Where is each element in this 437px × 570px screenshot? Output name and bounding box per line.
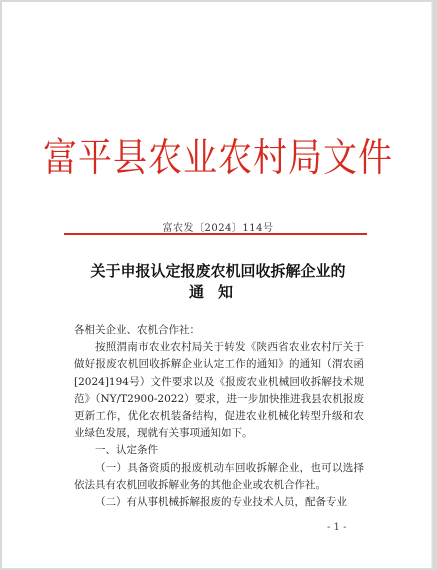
page-edge-shadow <box>431 2 434 568</box>
notice-title-line2: 通知 <box>188 283 247 301</box>
document-page <box>2 2 434 568</box>
document-body <box>74 322 364 511</box>
section-heading: 一、认定条件 <box>95 444 158 457</box>
body-paragraph: （一）具备资质的报废机动车回收拆解企业，也可以选择依法具有农机回收拆解业务的其他企业或农机合作社。 <box>74 461 364 491</box>
red-divider-line <box>64 233 367 235</box>
page-number: - 1 - <box>327 522 347 533</box>
notice-title-line1: 关于申报认定报废农机回收拆解企业的 <box>90 262 346 280</box>
body-paragraph: 按照渭南市农业农村局关于转发《陕西省农业农村厅关于做好报废农机回收拆解企业认定工作的通知》的通知（渭农函[2024]194号）文件要求以及《报废农业机械回收拆解技术规范》（NY/T2900-2022）要求，进一步加快推进我县农机报废更新工作，优化农机装备结构，促进农业机械化转型升级和农业绿色发展，现就有关事项通知如下。 <box>74 341 364 440</box>
addressee: 各相关企业、农机合作社： <box>74 324 200 336</box>
body-paragraph: （二）有从事机械拆解报废的专业技术人员，配备专业 <box>95 496 347 509</box>
document-number: 富农发〔2024〕114号 <box>162 223 274 234</box>
document-header-title: 富平县农业农村局文件 <box>43 135 393 182</box>
